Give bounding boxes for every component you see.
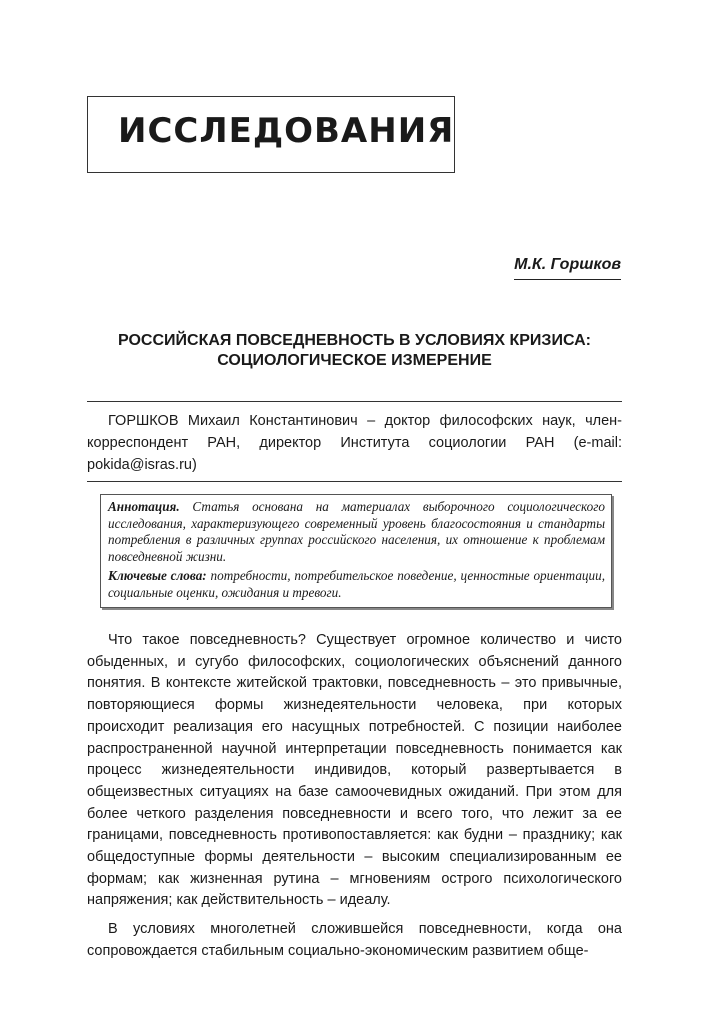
abstract-text: Статья основана на материалах выборочного социологического исследования, характеризующего современный уровень благосостояния и стандарты потребления в различных группах российского населения, их отношение к проблемам повседневной жизни.	[108, 499, 605, 564]
keywords-paragraph	[108, 568, 605, 601]
divider-bottom	[87, 481, 622, 482]
author-name: М.К. Горшков	[514, 256, 621, 280]
article-title-line-1: РОССИЙСКАЯ ПОВСЕДНЕВНОСТЬ В УСЛОВИЯХ КРИЗИСА:	[118, 332, 591, 349]
author-info: ГОРШКОВ Михаил Константинович – доктор философских наук, член-корреспондент РАН, директор Института социологии РАН (e-mail: pokida@isras.ru)	[87, 413, 622, 473]
abstract-label: Аннотация.	[108, 499, 180, 514]
article-title	[87, 331, 622, 371]
article-body	[87, 630, 622, 970]
article-title-line-2: СОЦИОЛОГИЧЕСКОЕ ИЗМЕРЕНИЕ	[217, 352, 492, 369]
keywords-label: Ключевые слова:	[108, 568, 207, 583]
section-header-box	[87, 96, 455, 173]
divider-top	[87, 401, 622, 402]
abstract-paragraph	[108, 499, 605, 565]
section-title: ИССЛЕДОВАНИЯ	[118, 111, 455, 151]
body-paragraph-1: Что такое повседневность? Существует огромное количество и чисто обыденных, и сугубо философских, социологических объяснений данного понятия. В контексте житейской трактовки, повседневность – это привычные, повторяющиеся формы жизнедеятельности человека, при которых происходит реализация его насущных потребностей. С позиции наиболее распространенной научной интерпретации повседневность понимается как процесс жизнедеятельности индивидов, который развертывается в общеизвестных ситуациях на базе самоочевидных ожиданий. При этом для более четкого разделения повседневности и всего того, что лежит за ее границами, повседневность противопоставляется: как будни – празднику; как общедоступные формы деятельности – высоким специализированным ее формам; как жизненная рутина – мгновениям острого психологического напряжения; как действительность – идеалу.	[87, 632, 622, 909]
abstract-box	[100, 494, 612, 608]
body-paragraph-2: В условиях многолетней сложившейся повседневности, когда она сопровождается стабильным социально-экономическим развитием обще-	[87, 921, 622, 959]
keywords-text: потребности, потребительское поведение, ценностные ориентации, социальные оценки, ожидания и тревоги.	[108, 568, 605, 600]
